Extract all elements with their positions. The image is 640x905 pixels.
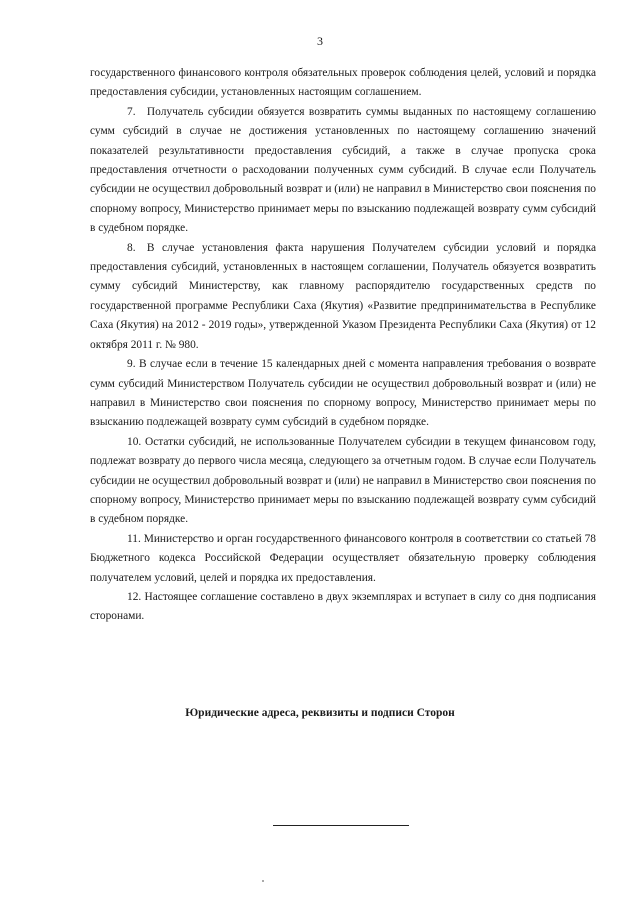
paragraph-7: 7. Получатель субсидии обязуется возвратить суммы выданных по настоящему соглашению сумм субсидий в случае не достижения установленных по настоящему соглашению значений показателей результативности предоставления субсидий, а также в случае пропуска срока предоставления отчетности о расходовании полученных сумм субсидий. В случае если Получатель субсидии не осуществил добровольный возврат и (или) не направил в Министерство свои пояснения по спорному вопросу, Министерство принимает меры по взысканию подлежащей возврату сумм субсидий в судебном порядке. (90, 105, 596, 235)
page-number: 3 (317, 34, 323, 48)
paragraph-12: 12. Настоящее соглашение составлено в двух экземплярах и вступает в силу со дня подписания сторонами. (90, 590, 596, 623)
paragraph-10: 10. Остатки субсидий, не использованные Получателем субсидии в текущем финансовом году, подлежат возврату до первого числа месяца, следующего за отчетным годом. В случае если Получатель субсидии не осуществил добровольный возврат и (или) не направил в Министерство свои пояснения по спорному вопросу, Министерство принимает меры по взысканию подлежащей возврату сумм субсидий в судебном порядке. (90, 435, 596, 526)
paragraph-9: 9. В случае если в течение 15 календарных дней с момента направления требования о возврате сумм субсидий Министерством Получатель субсидии не осуществил добровольный возврат и (или) не направил в Министерство свои пояснения по спорному вопросу, Министерство принимает меры по взысканию подлежащей возврату сумм субсидий в судебном порядке. (90, 358, 596, 429)
signature-line (273, 825, 409, 826)
paragraph-11: 11. Министерство и орган государственного финансового контроля в соответствии со статьей 78 Бюджетного кодекса Российской Федерации осуществляет обязательную проверку соблюдения получателем условий, целей и порядка их предоставления. (90, 532, 596, 584)
scan-speck (262, 880, 264, 882)
section-heading: Юридические адреса, реквизиты и подписи Сторон (185, 707, 455, 719)
document-body (90, 64, 596, 627)
paragraph-continuation: государственного финансового контроля обязательных проверок соблюдения целей, условий и порядка предоставления субсидии, установленных настоящим соглашением. (90, 67, 596, 99)
paragraph-8: 8. В случае установления факта нарушения Получателем субсидии условий и порядка предоставления субсидий, установленных в настоящем соглашении, Получатель обязуется возвратить сумму субсидий Министерству, как главному распорядителю государственных средств по государственной программе Республики Саха (Якутия) «Развитие предпринимательства в Республике Саха (Якутия) на 2012 - 2019 годы», утвержденной Указом Президента Республики Саха (Якутия) от 12 октября 2011 г. № 980. (90, 241, 596, 351)
